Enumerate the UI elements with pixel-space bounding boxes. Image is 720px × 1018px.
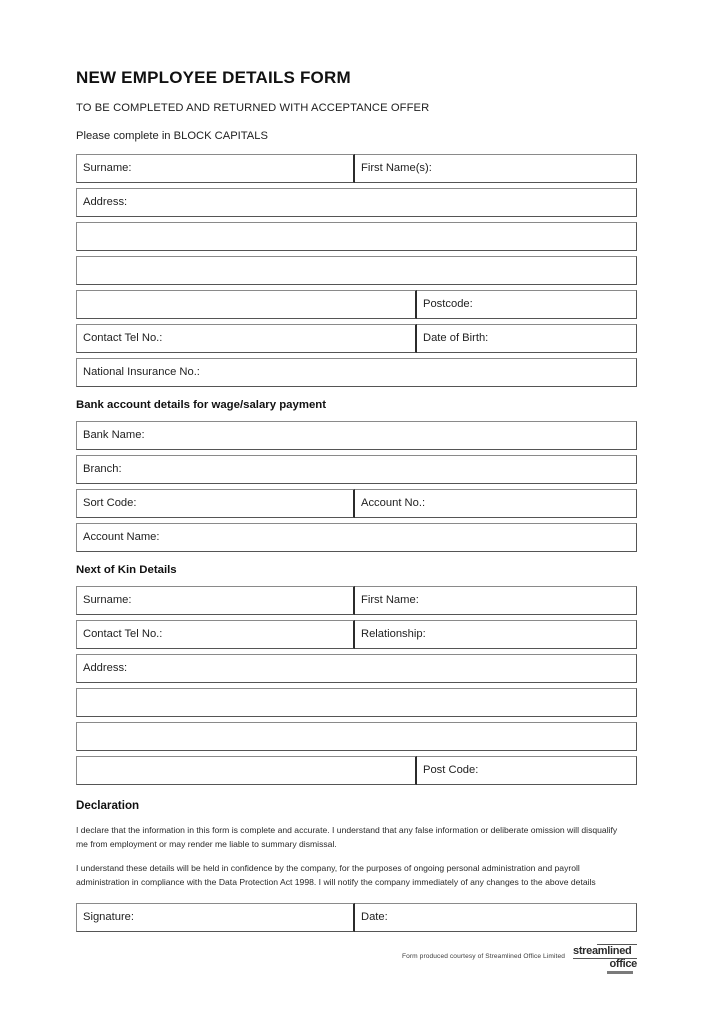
logo-rule-bottom-icon (607, 971, 633, 974)
field-national-insurance[interactable] (76, 358, 637, 387)
field-row-address-line-3 (76, 256, 637, 285)
form-subtitle: TO BE COMPLETED AND RETURNED WITH ACCEPTANCE OFFER (76, 102, 430, 115)
field-label-branch: Branch: (83, 462, 122, 475)
bank-details-fieldset (76, 421, 637, 552)
field-address[interactable] (76, 188, 637, 217)
field-row-signature (76, 903, 637, 932)
field-row-national-insurance (76, 358, 637, 387)
field-label-kin-first-name: First Name: (361, 593, 419, 606)
field-label-kin-contact-tel: Contact Tel No.: (83, 627, 163, 640)
field-row-kin-address-line-3 (76, 722, 637, 751)
field-row-kin-post-code (76, 756, 637, 785)
field-account-name[interactable] (76, 523, 637, 552)
field-signature[interactable] (76, 903, 355, 932)
streamlined-office-logo (573, 944, 637, 974)
field-kin-address-line-3[interactable] (76, 722, 637, 751)
field-label-account-name: Account Name: (83, 530, 160, 543)
section-heading-bank-details: Bank account details for wage/salary payment (76, 399, 327, 412)
section-heading-declaration: Declaration (76, 798, 140, 812)
field-row-kin-contact-tel (76, 620, 637, 649)
logo-line-streamlined: streamlined (573, 945, 632, 957)
field-kin-address-line-4[interactable] (76, 756, 417, 785)
field-kin-post-code[interactable] (417, 756, 637, 785)
field-label-postcode: Postcode: (423, 298, 473, 311)
field-row-postcode (76, 290, 637, 319)
signature-fieldset (76, 903, 637, 932)
field-date[interactable] (355, 903, 637, 932)
field-label-kin-address: Address: (83, 661, 128, 674)
field-surname[interactable] (76, 154, 355, 183)
field-row-kin-surname (76, 586, 637, 615)
field-label-kin-surname: Surname: (83, 593, 132, 606)
field-kin-address[interactable] (76, 654, 637, 683)
page-title: NEW EMPLOYEE DETAILS FORM (76, 68, 351, 87)
field-row-address-line-2 (76, 222, 637, 251)
field-label-contact-tel: Contact Tel No.: (83, 332, 163, 345)
field-first-names[interactable] (355, 154, 637, 183)
footer-credit-text: Form produced courtesy of Streamlined Office Limited (401, 953, 565, 960)
field-label-bank-name: Bank Name: (83, 428, 145, 441)
field-row-contact-tel (76, 324, 637, 353)
field-sort-code[interactable] (76, 489, 355, 518)
section-heading-next-of-kin: Next of Kin Details (76, 563, 177, 576)
field-date-of-birth[interactable] (417, 324, 637, 353)
field-row-bank-name (76, 421, 637, 450)
field-row-address (76, 188, 637, 217)
field-address-line-4[interactable] (76, 290, 417, 319)
form-instruction: Please complete in BLOCK CAPITALS (76, 129, 268, 142)
field-account-no[interactable] (355, 489, 637, 518)
field-kin-contact-tel[interactable] (76, 620, 355, 649)
field-row-branch (76, 455, 637, 484)
field-label-national-insurance: National Insurance No.: (83, 366, 200, 379)
declaration-paragraph-1: I declare that the information in this form is complete and accurate. I understand that any false information or deliberate omission will disqualify me from employment or may render me liable to summary dismissal. (76, 824, 618, 849)
field-label-account-no: Account No.: (361, 496, 426, 509)
field-label-kin-post-code: Post Code: (423, 763, 479, 776)
field-row-kin-address (76, 654, 637, 683)
field-label-date: Date: (361, 911, 388, 924)
field-kin-relationship[interactable] (355, 620, 637, 649)
field-bank-name[interactable] (76, 421, 637, 450)
field-branch[interactable] (76, 455, 637, 484)
field-label-surname: Surname: (83, 162, 132, 175)
personal-details-fieldset (76, 154, 637, 387)
form-content (76, 68, 637, 937)
field-row-kin-address-line-2 (76, 688, 637, 717)
field-label-date-of-birth: Date of Birth: (423, 332, 489, 345)
field-address-line-3[interactable] (76, 256, 637, 285)
logo-line-office: office (573, 958, 637, 971)
field-row-account-name (76, 523, 637, 552)
field-address-line-2[interactable] (76, 222, 637, 251)
field-kin-address-line-2[interactable] (76, 688, 637, 717)
field-kin-surname[interactable] (76, 586, 355, 615)
field-label-kin-relationship: Relationship: (361, 627, 426, 640)
next-of-kin-fieldset (76, 586, 637, 785)
field-label-first-names: First Name(s): (361, 162, 432, 175)
field-label-address: Address: (83, 196, 128, 209)
field-contact-tel[interactable] (76, 324, 417, 353)
field-kin-first-name[interactable] (355, 586, 637, 615)
declaration-paragraph-2: I understand these details will be held in confidence by the company, for the purposes of ongoing personal administration and payroll administration in compliance with the Data Protection Act 1998. I will notify the company immediately of any changes to the above details (76, 863, 596, 888)
field-postcode[interactable] (417, 290, 637, 319)
page-footer (76, 944, 637, 984)
field-label-sort-code: Sort Code: (83, 496, 137, 509)
field-row-sort-code (76, 489, 637, 518)
field-row-surname (76, 154, 637, 183)
field-label-signature: Signature: (83, 911, 134, 924)
